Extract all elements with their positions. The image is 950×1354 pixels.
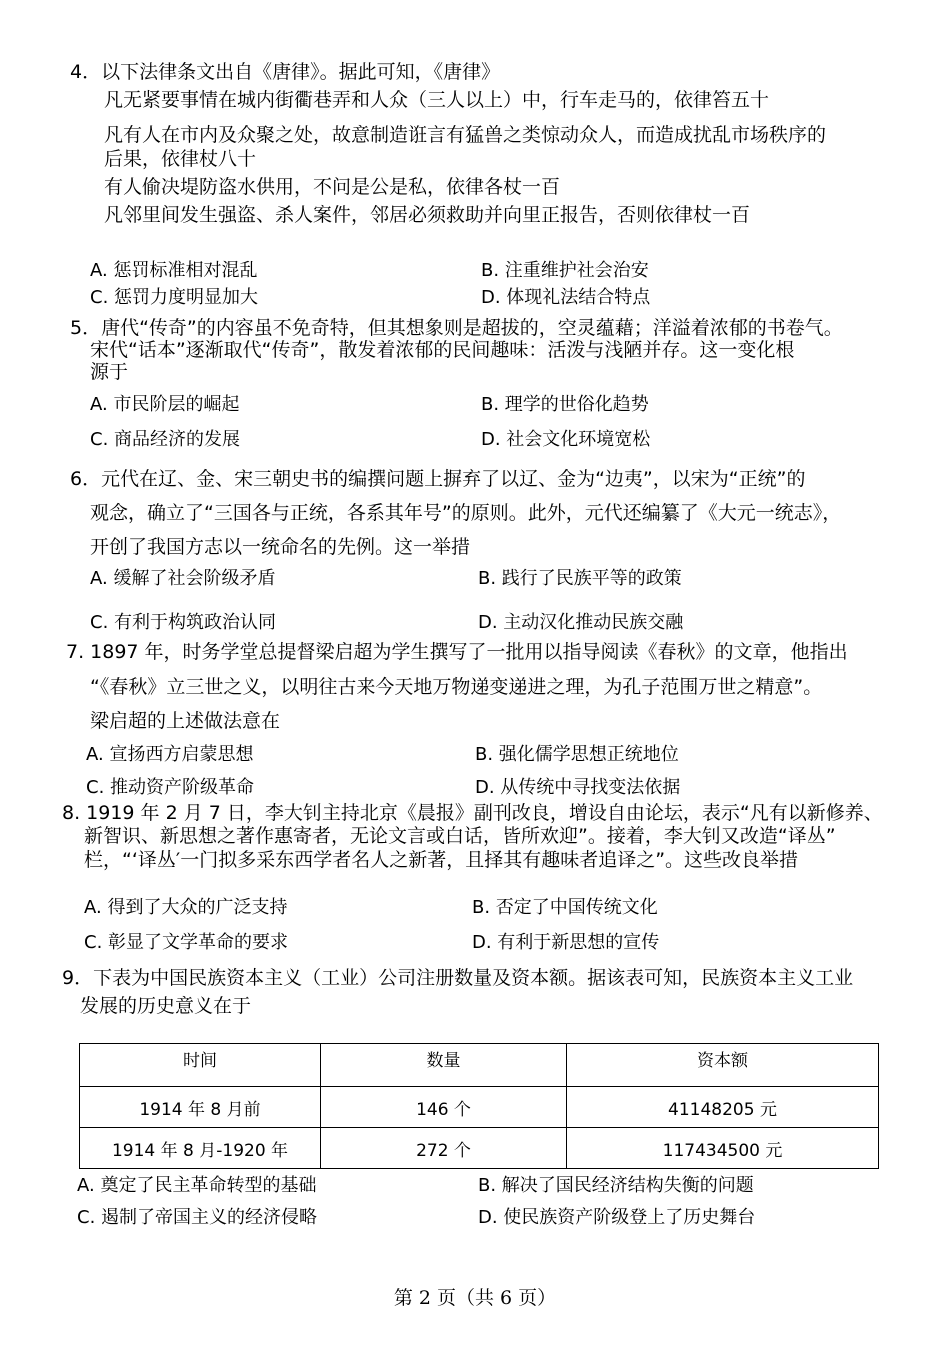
- q4-line: 凡邻里间发生强盗、杀人案件，邻居必须救助并向里正报告，否则依律杖一百: [104, 204, 751, 226]
- table-row: [80, 1087, 879, 1128]
- table-cell: 41148205 元: [567, 1087, 879, 1128]
- q8-line: 8. 1919 年 2 月 7 日，李大钊主持北京《晨报》副刊改良，增设自由论坛，表示“凡有以新修养、: [62, 802, 883, 824]
- q7-line: “《春秋》立三世之义，以明往古来今天地万物递变递进之理，为孔子范围万世之精意”。: [90, 676, 823, 698]
- q9-option-a[interactable]: A. 奠定了民主革命转型的基础: [77, 1175, 317, 1196]
- q6-option-d[interactable]: D. 主动汉化推动民族交融: [478, 612, 684, 633]
- capital-table: [79, 1043, 879, 1169]
- q9-option-b[interactable]: B. 解决了国民经济结构失衡的问题: [478, 1175, 754, 1196]
- q7-option-c[interactable]: C. 推动资产阶级革命: [86, 777, 255, 798]
- q6-option-b[interactable]: B. 践行了民族平等的政策: [478, 568, 682, 589]
- q4-option-a[interactable]: A. 惩罚标准相对混乱: [90, 260, 258, 281]
- q7-option-d[interactable]: D. 从传统中寻找变法依据: [475, 777, 681, 798]
- q7-line: 7. 1897 年，时务学堂总提督梁启超为学生撰写了一批用以指导阅读《春秋》的文章，他指出: [66, 641, 848, 663]
- q5-line: 宋代“话本”逐渐取代“传奇”，散发着浓郁的民间趣味：活泼与浅陋并存。这一变化根: [90, 339, 795, 361]
- q8-line: 栏，“‘译丛′一门拟多采东西学者名人之新著，且择其有趣味者追译之”。这些改良举措: [84, 849, 799, 871]
- page-footer: 第 2 页（共 6 页）: [393, 1287, 557, 1309]
- table-row: [80, 1128, 879, 1169]
- table-header: 时间: [80, 1044, 321, 1087]
- q4-stem: 4．以下法律条文出自《唐律》。据此可知，《唐律》: [70, 61, 501, 83]
- q4-option-d[interactable]: D. 体现礼法结合特点: [481, 287, 651, 308]
- q8-option-a[interactable]: A. 得到了大众的广泛支持: [84, 897, 288, 918]
- q5-option-b[interactable]: B. 理学的世俗化趋势: [481, 394, 649, 415]
- q5-option-d[interactable]: D. 社会文化环境宽松: [481, 429, 651, 450]
- q7-option-b[interactable]: B. 强化儒学思想正统地位: [475, 744, 679, 765]
- q4-line: 有人偷决堤防盗水供用，不问是公是私，依律各杖一百: [104, 176, 561, 198]
- table-header: 资本额: [567, 1044, 879, 1087]
- q5-option-a[interactable]: A. 市民阶层的崛起: [90, 394, 240, 415]
- table-cell: 1914 年 8 月前: [80, 1087, 321, 1128]
- q5-line: 5．唐代“传奇”的内容虽不免奇特，但其想象则是超拔的，空灵蕴藉；洋溢着浓郁的书卷气。: [70, 317, 843, 339]
- table-cell: 1914 年 8 月-1920 年: [80, 1128, 321, 1169]
- q8-line: 新智识、新思想之著作惠寄者，无论文言或白话，皆所欢迎”。接着，李大钊又改造“译丛”: [84, 825, 836, 847]
- q7-line: 梁启超的上述做法意在: [90, 710, 281, 732]
- q4-line: 凡无紧要事情在城内街衢巷弄和人众（三人以上）中，行车走马的，依律笞五十: [104, 89, 770, 111]
- table-header-row: [80, 1044, 879, 1087]
- table-header: 数量: [321, 1044, 567, 1087]
- q6-option-a[interactable]: A. 缓解了社会阶级矛盾: [90, 568, 276, 589]
- q6-option-c[interactable]: C. 有利于构筑政治认同: [90, 612, 277, 633]
- q4-option-c[interactable]: C. 惩罚力度明显加大: [90, 287, 259, 308]
- q6-line: 观念，确立了“三国各与正统，各系其年号”的原则。此外，元代还编纂了《大元一统志》，: [90, 502, 842, 524]
- q9-option-d[interactable]: D. 使民族资产阶级登上了历史舞台: [478, 1207, 756, 1228]
- table-cell: 146 个: [321, 1087, 567, 1128]
- q9-line: 9．下表为中国民族资本主义（工业）公司注册数量及资本额。据该表可知，民族资本主义工业: [62, 967, 854, 989]
- q7-option-a[interactable]: A. 宣扬西方启蒙思想: [86, 744, 254, 765]
- q9-option-c[interactable]: C. 遏制了帝国主义的经济侵略: [77, 1207, 318, 1228]
- q6-line: 开创了我国方志以一统命名的先例。这一举措: [90, 536, 471, 558]
- q4-line: 凡有人在市内及众聚之处，故意制造诳言有猛兽之类惊动众人，而造成扰乱市场秩序的: [104, 124, 827, 146]
- q8-option-c[interactable]: C. 彰显了文学革命的要求: [84, 932, 289, 953]
- q9-line: 发展的历史意义在于: [80, 995, 252, 1017]
- q5-line: 源于: [90, 361, 129, 383]
- q4-option-b[interactable]: B. 注重维护社会治安: [481, 260, 649, 281]
- q5-option-c[interactable]: C. 商品经济的发展: [90, 429, 241, 450]
- q8-option-b[interactable]: B. 否定了中国传统文化: [472, 897, 658, 918]
- table-cell: 117434500 元: [567, 1128, 879, 1169]
- q8-option-d[interactable]: D. 有利于新思想的宣传: [472, 932, 660, 953]
- table-cell: 272 个: [321, 1128, 567, 1169]
- q4-line: 后果，依律杖八十: [104, 148, 257, 170]
- q6-line: 6．元代在辽、金、宋三朝史书的编撰问题上摒弃了以辽、金为“边夷”，以宋为“正统”的: [70, 468, 806, 490]
